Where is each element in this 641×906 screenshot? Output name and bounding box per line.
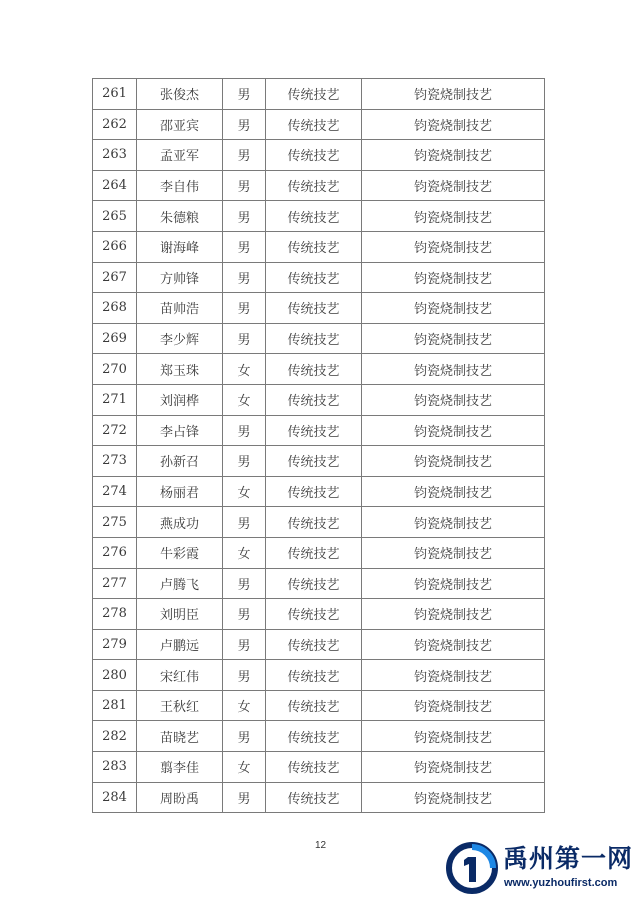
table-row bbox=[93, 79, 545, 110]
project-cell: 钧瓷烧制技艺 bbox=[362, 79, 545, 110]
category-cell: 传统技艺 bbox=[266, 507, 362, 538]
gender-cell: 男 bbox=[223, 293, 266, 324]
gender-cell: 男 bbox=[223, 629, 266, 660]
category-cell: 传统技艺 bbox=[266, 721, 362, 752]
project-cell: 钧瓷烧制技艺 bbox=[362, 109, 545, 140]
row-number-cell: 279 bbox=[93, 629, 137, 660]
gender-cell: 男 bbox=[223, 782, 266, 813]
project-cell: 钧瓷烧制技艺 bbox=[362, 354, 545, 385]
table-row bbox=[93, 293, 545, 324]
row-number-cell: 265 bbox=[93, 201, 137, 232]
name-cell: 王秋红 bbox=[137, 690, 223, 721]
table-row bbox=[93, 476, 545, 507]
table-row bbox=[93, 354, 545, 385]
table-row bbox=[93, 415, 545, 446]
project-cell: 钧瓷烧制技艺 bbox=[362, 507, 545, 538]
project-cell: 钧瓷烧制技艺 bbox=[362, 231, 545, 262]
project-cell: 钧瓷烧制技艺 bbox=[362, 752, 545, 783]
gender-cell: 女 bbox=[223, 476, 266, 507]
gender-cell: 男 bbox=[223, 79, 266, 110]
category-cell: 传统技艺 bbox=[266, 752, 362, 783]
name-cell: 李占锋 bbox=[137, 415, 223, 446]
name-cell: 刘明臣 bbox=[137, 599, 223, 630]
row-number-cell: 263 bbox=[93, 140, 137, 171]
project-cell: 钧瓷烧制技艺 bbox=[362, 262, 545, 293]
gender-cell: 男 bbox=[223, 660, 266, 691]
row-number-cell: 274 bbox=[93, 476, 137, 507]
table-row bbox=[93, 752, 545, 783]
table-row bbox=[93, 201, 545, 232]
row-number-cell: 273 bbox=[93, 446, 137, 477]
name-cell: 张俊杰 bbox=[137, 79, 223, 110]
row-number-cell: 264 bbox=[93, 170, 137, 201]
category-cell: 传统技艺 bbox=[266, 690, 362, 721]
name-cell: 杨丽君 bbox=[137, 476, 223, 507]
gender-cell: 女 bbox=[223, 354, 266, 385]
name-cell: 刘润桦 bbox=[137, 384, 223, 415]
gender-cell: 女 bbox=[223, 690, 266, 721]
name-cell: 方帅锋 bbox=[137, 262, 223, 293]
project-cell: 钧瓷烧制技艺 bbox=[362, 690, 545, 721]
gender-cell: 男 bbox=[223, 201, 266, 232]
row-number-cell: 271 bbox=[93, 384, 137, 415]
category-cell: 传统技艺 bbox=[266, 79, 362, 110]
name-cell: 周盼禹 bbox=[137, 782, 223, 813]
row-number-cell: 267 bbox=[93, 262, 137, 293]
site-watermark bbox=[446, 840, 636, 898]
gender-cell: 女 bbox=[223, 537, 266, 568]
category-cell: 传统技艺 bbox=[266, 140, 362, 171]
page-number: 12 bbox=[314, 840, 327, 851]
row-number-cell: 261 bbox=[93, 79, 137, 110]
table-row bbox=[93, 721, 545, 752]
table-row bbox=[93, 599, 545, 630]
project-cell: 钧瓷烧制技艺 bbox=[362, 140, 545, 171]
category-cell: 传统技艺 bbox=[266, 476, 362, 507]
gender-cell: 女 bbox=[223, 752, 266, 783]
project-cell: 钧瓷烧制技艺 bbox=[362, 629, 545, 660]
category-cell: 传统技艺 bbox=[266, 568, 362, 599]
project-cell: 钧瓷烧制技艺 bbox=[362, 384, 545, 415]
gender-cell: 男 bbox=[223, 262, 266, 293]
table-row bbox=[93, 140, 545, 171]
row-number-cell: 266 bbox=[93, 231, 137, 262]
gender-cell: 男 bbox=[223, 599, 266, 630]
row-number-cell: 280 bbox=[93, 660, 137, 691]
name-cell: 宋红伟 bbox=[137, 660, 223, 691]
category-cell: 传统技艺 bbox=[266, 415, 362, 446]
table-row bbox=[93, 231, 545, 262]
gender-cell: 男 bbox=[223, 568, 266, 599]
category-cell: 传统技艺 bbox=[266, 660, 362, 691]
category-cell: 传统技艺 bbox=[266, 599, 362, 630]
category-cell: 传统技艺 bbox=[266, 201, 362, 232]
category-cell: 传统技艺 bbox=[266, 629, 362, 660]
gender-cell: 男 bbox=[223, 109, 266, 140]
table-row bbox=[93, 690, 545, 721]
name-cell: 卢鹏远 bbox=[137, 629, 223, 660]
category-cell: 传统技艺 bbox=[266, 262, 362, 293]
table-row bbox=[93, 323, 545, 354]
row-number-cell: 283 bbox=[93, 752, 137, 783]
table-row bbox=[93, 629, 545, 660]
name-cell: 牛彩霞 bbox=[137, 537, 223, 568]
name-cell: 邵亚宾 bbox=[137, 109, 223, 140]
gender-cell: 女 bbox=[223, 384, 266, 415]
name-cell: 翦李佳 bbox=[137, 752, 223, 783]
project-cell: 钧瓷烧制技艺 bbox=[362, 201, 545, 232]
table-row bbox=[93, 262, 545, 293]
name-cell: 谢海峰 bbox=[137, 231, 223, 262]
category-cell: 传统技艺 bbox=[266, 384, 362, 415]
table-row bbox=[93, 660, 545, 691]
row-number-cell: 272 bbox=[93, 415, 137, 446]
table-body bbox=[93, 79, 545, 813]
gender-cell: 男 bbox=[223, 140, 266, 171]
table-row bbox=[93, 537, 545, 568]
row-number-cell: 277 bbox=[93, 568, 137, 599]
row-number-cell: 268 bbox=[93, 293, 137, 324]
gender-cell: 男 bbox=[223, 323, 266, 354]
table-row bbox=[93, 507, 545, 538]
project-cell: 钧瓷烧制技艺 bbox=[362, 446, 545, 477]
category-cell: 传统技艺 bbox=[266, 109, 362, 140]
table-row bbox=[93, 782, 545, 813]
project-cell: 钧瓷烧制技艺 bbox=[362, 660, 545, 691]
name-cell: 苗帅浩 bbox=[137, 293, 223, 324]
category-cell: 传统技艺 bbox=[266, 323, 362, 354]
gender-cell: 男 bbox=[223, 507, 266, 538]
project-cell: 钧瓷烧制技艺 bbox=[362, 537, 545, 568]
name-cell: 卢腾飞 bbox=[137, 568, 223, 599]
project-cell: 钧瓷烧制技艺 bbox=[362, 782, 545, 813]
row-number-cell: 281 bbox=[93, 690, 137, 721]
project-cell: 钧瓷烧制技艺 bbox=[362, 170, 545, 201]
row-number-cell: 278 bbox=[93, 599, 137, 630]
category-cell: 传统技艺 bbox=[266, 170, 362, 201]
row-number-cell: 275 bbox=[93, 507, 137, 538]
table-row bbox=[93, 109, 545, 140]
row-number-cell: 282 bbox=[93, 721, 137, 752]
table-row bbox=[93, 446, 545, 477]
project-cell: 钧瓷烧制技艺 bbox=[362, 415, 545, 446]
name-cell: 孙新召 bbox=[137, 446, 223, 477]
table-row bbox=[93, 568, 545, 599]
name-cell: 燕成功 bbox=[137, 507, 223, 538]
gender-cell: 男 bbox=[223, 231, 266, 262]
category-cell: 传统技艺 bbox=[266, 537, 362, 568]
gender-cell: 男 bbox=[223, 170, 266, 201]
name-cell: 李自伟 bbox=[137, 170, 223, 201]
table-row bbox=[93, 170, 545, 201]
name-cell: 孟亚军 bbox=[137, 140, 223, 171]
site-name: 禹州第一网 bbox=[503, 844, 634, 873]
site-url: www.yuzhoufirst.com bbox=[504, 877, 618, 889]
gender-cell: 男 bbox=[223, 446, 266, 477]
table-row bbox=[93, 384, 545, 415]
row-number-cell: 270 bbox=[93, 354, 137, 385]
project-cell: 钧瓷烧制技艺 bbox=[362, 599, 545, 630]
project-cell: 钧瓷烧制技艺 bbox=[362, 721, 545, 752]
name-cell: 朱德粮 bbox=[137, 201, 223, 232]
project-cell: 钧瓷烧制技艺 bbox=[362, 323, 545, 354]
category-cell: 传统技艺 bbox=[266, 293, 362, 324]
project-cell: 钧瓷烧制技艺 bbox=[362, 476, 545, 507]
project-cell: 钧瓷烧制技艺 bbox=[362, 293, 545, 324]
name-cell: 李少辉 bbox=[137, 323, 223, 354]
row-number-cell: 276 bbox=[93, 537, 137, 568]
name-cell: 郑玉珠 bbox=[137, 354, 223, 385]
row-number-cell: 262 bbox=[93, 109, 137, 140]
heritage-inheritor-table bbox=[92, 78, 545, 813]
row-number-cell: 284 bbox=[93, 782, 137, 813]
project-cell: 钧瓷烧制技艺 bbox=[362, 568, 545, 599]
gender-cell: 男 bbox=[223, 721, 266, 752]
category-cell: 传统技艺 bbox=[266, 446, 362, 477]
category-cell: 传统技艺 bbox=[266, 782, 362, 813]
row-number-cell: 269 bbox=[93, 323, 137, 354]
category-cell: 传统技艺 bbox=[266, 231, 362, 262]
site-logo-icon bbox=[446, 842, 498, 894]
gender-cell: 男 bbox=[223, 415, 266, 446]
name-cell: 苗晓艺 bbox=[137, 721, 223, 752]
category-cell: 传统技艺 bbox=[266, 354, 362, 385]
